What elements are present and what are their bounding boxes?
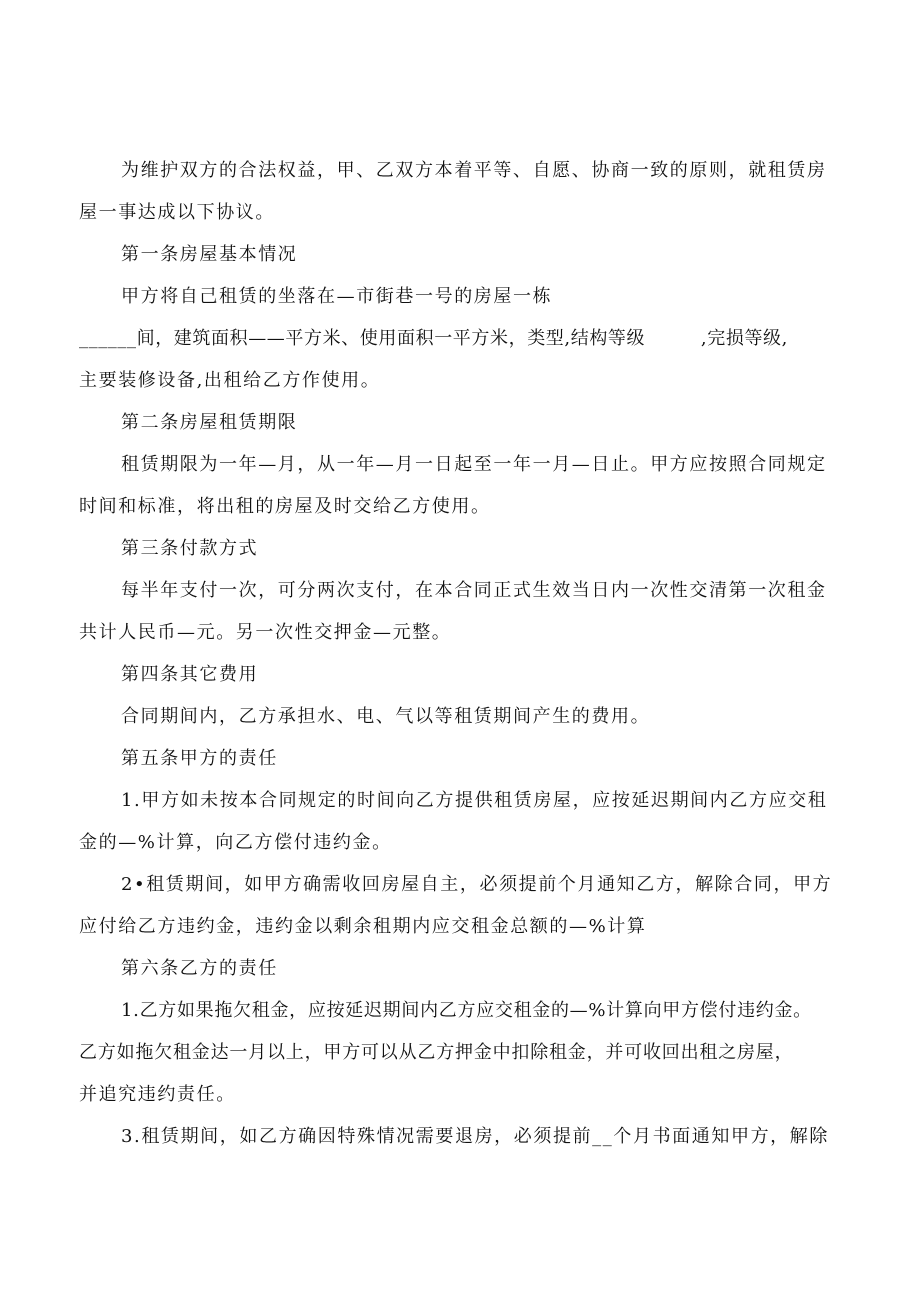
section-5-item-1-line-2: 金的—%计算，向乙方偿付违约金。: [79, 832, 392, 853]
section-heading-5: 第五条甲方的责任: [121, 748, 278, 769]
section-2-line-1: 租赁期限为一年—月，从一年—月一日起至一年一月—日止。甲方应按照合同规定: [121, 454, 827, 475]
section-1-line-1: 甲方将自己租赁的坐落在—市街巷一号的房屋一栋: [121, 286, 553, 307]
paragraph-intro-line-2: 屋一事达成以下协议。: [79, 202, 275, 223]
section-3-line-1: 每半年支付一次，可分两次支付，在本合同正式生效当日内一次性交清第一次租金: [121, 580, 827, 601]
section-4-line-1: 合同期间内，乙方承担水、电、气以等租赁期间产生的费用。: [121, 706, 651, 727]
paragraph-intro-line-1: 为维护双方的合法权益，甲、乙双方本着平等、自愿、协商一致的原则，就租赁房: [121, 160, 827, 181]
section-1-line-3: 主要装修设备,出租给乙方作使用。: [79, 370, 381, 391]
section-6-item-1-line-2: 乙方如拖欠租金达一月以上，甲方可以从乙方押金中扣除租金，并可收回出租之房屋，: [79, 1042, 794, 1063]
section-heading-4: 第四条其它费用: [121, 664, 259, 685]
section-6-item-3-line-1: 3.租赁期间，如乙方确因特殊情况需要退房，必须提前__个月书面通知甲方，解除: [121, 1126, 829, 1147]
section-heading-6: 第六条乙方的责任: [121, 958, 278, 979]
section-6-item-1-line-1: 1.乙方如果拖欠租金，应按延迟期间内乙方应交租金的—%计算向甲方偿付违约金。: [121, 1000, 812, 1021]
section-heading-3: 第三条付款方式: [121, 538, 259, 559]
section-5-item-2-line-1: 2•租赁期间，如甲方确需收回房屋自主，必须提前个月通知乙方，解除合同，甲方: [121, 874, 833, 895]
section-heading-1: 第一条房屋基本情况: [121, 244, 298, 265]
section-2-line-2: 时间和标准，将出租的房屋及时交给乙方使用。: [79, 496, 491, 517]
section-1-line-2: ______间，建筑面积——平方米、使用面积一平方米，类型,结构等级 ,完损等级,: [79, 328, 788, 349]
section-5-item-2-line-2: 应付给乙方违约金，违约金以剩余租期内应交租金总额的—%计算: [79, 916, 647, 937]
section-5-item-1-line-1: 1.甲方如未按本合同规定的时间向乙方提供租赁房屋，应按延迟期间内乙方应交租: [121, 790, 828, 811]
section-6-item-1-line-3: 并追究违约责任。: [79, 1084, 236, 1105]
section-heading-2: 第二条房屋租赁期限: [121, 412, 298, 433]
section-3-line-2: 共计人民币—元。另一次性交押金—元整。: [79, 622, 452, 643]
